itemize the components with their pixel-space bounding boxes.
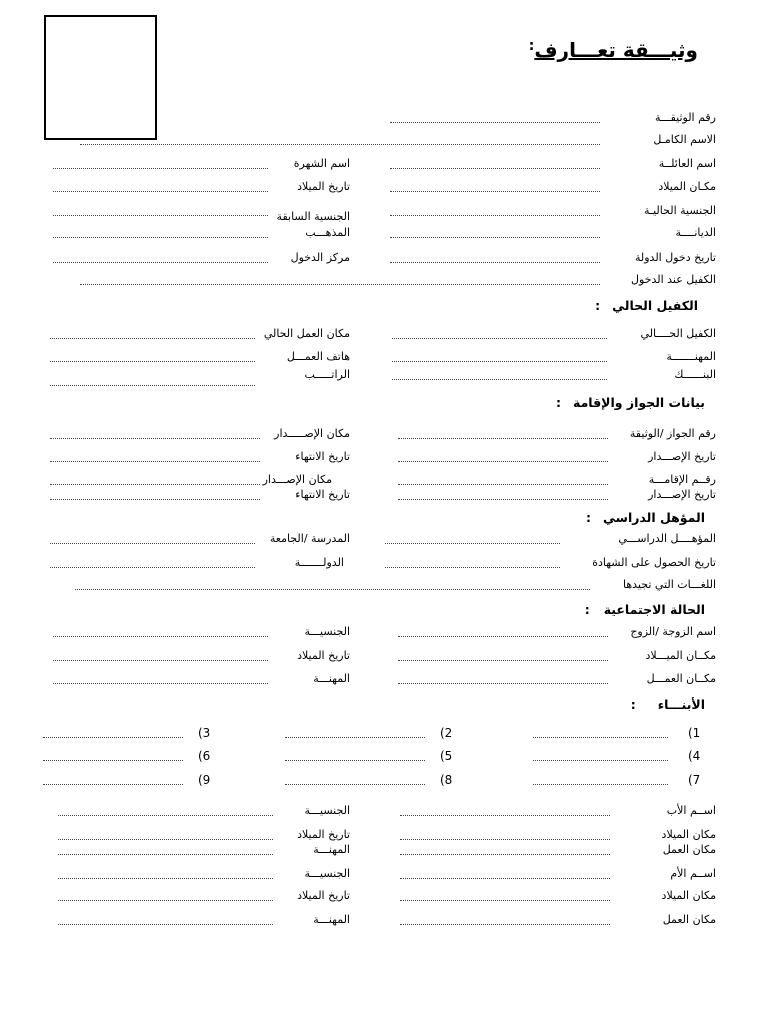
label-entry-port: مركز الدخول <box>290 251 350 264</box>
label-father-birth-place: مكان الميلاد <box>661 828 716 841</box>
field-work-phone[interactable] <box>50 361 255 362</box>
label-spouse-work-place: مكــان العمـــل <box>646 672 716 685</box>
section-colon: : <box>555 395 561 410</box>
child-number-1: (1 <box>688 726 701 740</box>
label-mother-nationality: الجنسيـــة <box>304 867 350 880</box>
field-issue-date-2[interactable] <box>398 499 608 500</box>
label-residence-number: رقــم الإقامـــة <box>648 473 716 486</box>
field-expiry-date[interactable] <box>50 461 260 462</box>
field-spouse-nationality[interactable] <box>53 636 268 637</box>
document-title <box>525 38 698 62</box>
label-family-name: اسم العائلــة <box>658 157 716 170</box>
label-sponsor-at-entry: الكفيل عند الدخول <box>630 273 716 286</box>
field-salary[interactable] <box>50 385 255 386</box>
field-mother-profession[interactable] <box>58 924 273 925</box>
field-issue-place-2[interactable] <box>50 484 260 485</box>
section-children-title: الأبنـــاء <box>657 697 705 712</box>
section-social-title: الحالة الاجتماعية <box>603 602 705 617</box>
section-education <box>586 510 705 525</box>
label-father-name: اســم الأب <box>666 804 716 817</box>
field-qualification[interactable] <box>385 543 560 544</box>
label-spouse-profession: المهنـــة <box>313 672 350 685</box>
label-issue-place-2: مكان الإصـــدار <box>262 473 332 486</box>
child-number-2: (2 <box>440 726 453 740</box>
label-spouse-name: اسم الزوجة /الزوج <box>630 625 716 638</box>
field-spouse-work-place[interactable] <box>398 683 608 684</box>
section-education-title: المؤهل الدراسي <box>603 510 705 525</box>
label-father-birth-date: تاريخ الميلاد <box>297 828 350 841</box>
label-father-profession: المهنـــة <box>313 843 350 856</box>
label-mother-name: اســم الأم <box>670 867 716 880</box>
title-text: وثيـــقة تعـــارف <box>534 38 698 62</box>
field-child-5[interactable] <box>285 760 425 761</box>
label-spouse-birth-place: مكــان الميـــلاد <box>645 649 716 662</box>
label-father-work-place: مكان العمل <box>662 843 716 856</box>
field-sect[interactable] <box>53 237 268 238</box>
label-current-sponsor: الكفيل الحــــالي <box>640 327 716 340</box>
field-previous-nationality[interactable] <box>53 215 268 216</box>
field-father-name[interactable] <box>400 815 610 816</box>
label-profession: المهنـــــــة <box>666 350 716 363</box>
label-doc-number: رقم الوثيقـــة <box>655 111 716 124</box>
label-salary: الراتـــــب <box>304 368 350 381</box>
field-child-1[interactable] <box>533 737 668 738</box>
field-child-2[interactable] <box>285 737 425 738</box>
field-birth-date[interactable] <box>53 191 268 192</box>
label-mother-profession: المهنـــة <box>313 913 350 926</box>
label-spouse-birth-date: تاريخ الميلاد <box>297 649 350 662</box>
field-father-birth-date[interactable] <box>58 839 273 840</box>
child-number-8: (8 <box>440 773 453 787</box>
label-passport-number: رقم الجواز /الوثيقة <box>629 427 716 440</box>
child-number-4: (4 <box>688 749 701 763</box>
section-current-sponsor <box>595 298 698 313</box>
section-colon: : <box>586 510 591 525</box>
field-country[interactable] <box>50 567 255 568</box>
field-doc-number[interactable] <box>390 122 600 123</box>
field-spouse-name[interactable] <box>398 636 608 637</box>
label-country: الدولـــــــة <box>294 556 344 569</box>
section-colon: : <box>584 602 590 617</box>
field-entry-date[interactable] <box>390 262 600 263</box>
child-number-5: (5 <box>440 749 453 763</box>
field-mother-name[interactable] <box>400 878 610 879</box>
field-profession[interactable] <box>392 361 607 362</box>
label-qualification: المؤهــــل الدراســـي <box>618 532 716 545</box>
label-mother-work-place: مكان العمل <box>662 913 716 926</box>
section-social <box>585 602 705 617</box>
field-nickname[interactable] <box>53 168 268 169</box>
field-family-name[interactable] <box>390 168 600 169</box>
field-date-obtained[interactable] <box>385 567 560 568</box>
field-entry-port[interactable] <box>53 262 268 263</box>
label-sect: المذهـــب <box>305 226 350 239</box>
field-expiry-date-2[interactable] <box>50 499 260 500</box>
field-sponsor-at-entry[interactable] <box>80 284 600 285</box>
field-father-nationality[interactable] <box>58 815 273 816</box>
label-mother-birth-place: مكان الميلاد <box>661 889 716 902</box>
field-current-sponsor[interactable] <box>392 338 607 339</box>
field-current-nationality[interactable] <box>390 215 600 216</box>
field-mother-nationality[interactable] <box>58 878 273 879</box>
field-father-birth-place[interactable] <box>400 839 610 840</box>
photo-box <box>44 15 157 140</box>
field-birth-place[interactable] <box>390 191 600 192</box>
field-child-7[interactable] <box>533 784 668 785</box>
field-child-9[interactable] <box>43 784 183 785</box>
label-languages: اللغـــات التي تجيدها <box>622 578 716 591</box>
field-mother-work-place[interactable] <box>400 924 610 925</box>
field-child-8[interactable] <box>285 784 425 785</box>
child-number-7: (7 <box>688 773 701 787</box>
label-workplace: مكان العمل الحالي <box>263 327 350 340</box>
label-birth-place: مكـان الميلاد <box>658 180 716 193</box>
field-issue-place[interactable] <box>50 438 260 439</box>
field-languages[interactable] <box>75 589 590 590</box>
label-current-nationality: الجنسية الحاليـة <box>643 204 716 217</box>
field-passport-number[interactable] <box>398 438 608 439</box>
section-passport <box>556 395 705 410</box>
label-nickname: اسم الشهرة <box>293 157 350 170</box>
field-father-work-place[interactable] <box>400 854 610 855</box>
child-number-3: (3 <box>198 726 211 740</box>
field-mother-birth-place[interactable] <box>400 900 610 901</box>
field-school[interactable] <box>50 543 255 544</box>
label-father-nationality: الجنسيـــة <box>304 804 350 817</box>
child-number-9: (9 <box>198 773 211 787</box>
field-mother-birth-date[interactable] <box>58 900 273 901</box>
section-colon: : <box>595 298 601 313</box>
field-issue-date[interactable] <box>398 461 608 462</box>
field-spouse-birth-place[interactable] <box>398 660 608 661</box>
child-number-6: (6 <box>198 749 211 763</box>
label-full-name: الاسم الكامـل <box>653 133 716 146</box>
field-child-6[interactable] <box>43 760 183 761</box>
label-issue-date-2: تاريخ الإصـــدار <box>648 488 716 501</box>
field-workplace[interactable] <box>50 338 255 339</box>
label-issue-place: مكان الإصـــــدار <box>274 427 350 440</box>
section-children <box>631 697 705 712</box>
label-birth-date: تاريخ الميلاد <box>297 180 350 193</box>
label-date-obtained: تاريخ الحصول على الشهادة <box>592 556 716 569</box>
label-religion: الديانــــة <box>675 226 716 239</box>
label-expiry-date: تاريخ الانتهاء <box>295 450 350 463</box>
label-spouse-nationality: الجنسيـــة <box>304 625 350 638</box>
label-issue-date: تاريخ الإصـــدار <box>648 450 716 463</box>
label-school: المدرسة /الجامعة <box>269 532 350 545</box>
label-previous-nationality: الجنسية السابقة <box>276 210 350 223</box>
title-colon: : <box>528 38 535 54</box>
field-father-profession[interactable] <box>58 854 273 855</box>
field-child-3[interactable] <box>43 737 183 738</box>
label-expiry-date-2: تاريخ الانتهاء <box>295 488 350 501</box>
label-mother-birth-date: تاريخ الميلاد <box>297 889 350 902</box>
field-full-name[interactable] <box>80 144 600 145</box>
label-entry-date: تاريخ دخول الدولة <box>635 251 716 264</box>
label-bank: البنــــــك <box>674 368 716 381</box>
section-colon: : <box>630 697 636 712</box>
section-current-sponsor-title: الكفيل الحالي <box>612 298 698 313</box>
field-spouse-profession[interactable] <box>53 683 268 684</box>
field-religion[interactable] <box>390 237 600 238</box>
field-residence-number[interactable] <box>398 484 608 485</box>
label-work-phone: هاتف العمـــل <box>286 350 350 363</box>
field-child-4[interactable] <box>533 760 668 761</box>
field-bank[interactable] <box>392 379 607 380</box>
section-passport-title: بيانات الجواز والإقامة <box>572 395 705 410</box>
field-spouse-birth-date[interactable] <box>53 660 268 661</box>
